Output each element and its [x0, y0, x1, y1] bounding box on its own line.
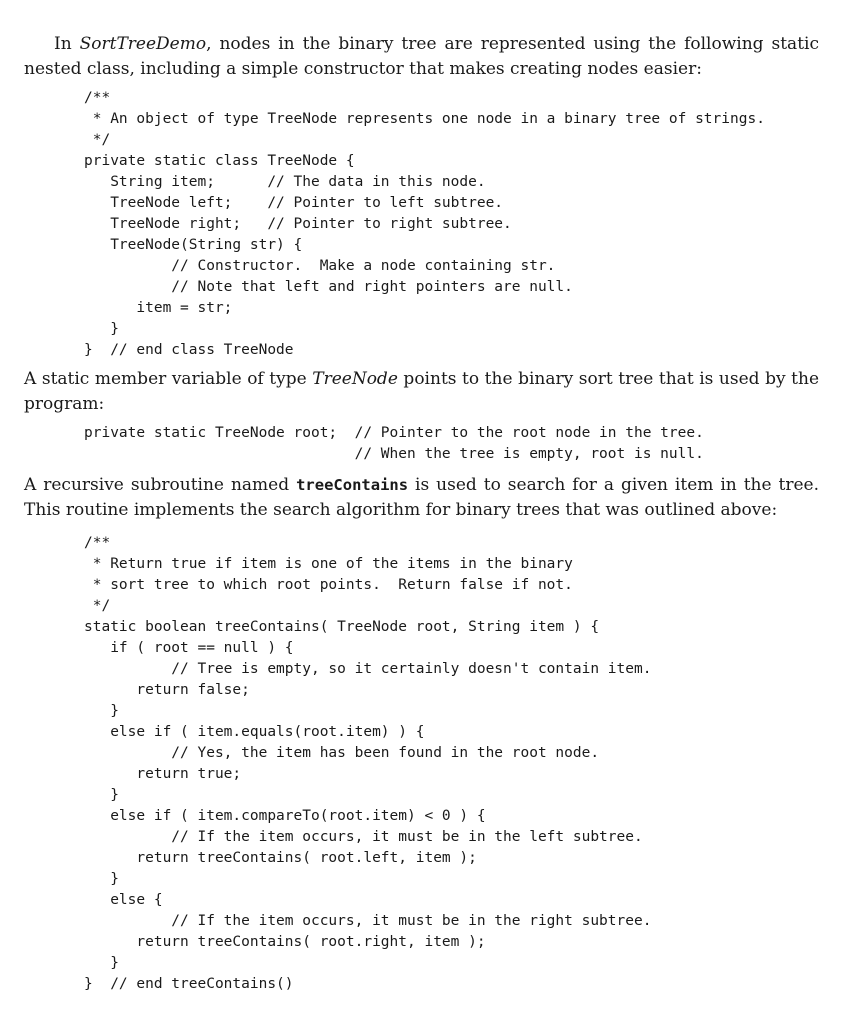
code-line: } — [84, 321, 119, 337]
code-line: * An object of type TreeNode represents one node in a binary tree of strings. — [84, 111, 765, 127]
code-line: if ( root == null ) { — [84, 640, 294, 656]
code-line: static boolean treeContains( TreeNode root, String item ) { — [84, 619, 600, 635]
code-line: /** — [84, 90, 111, 106]
tree-contains-paragraph — [24, 473, 819, 523]
code-line: TreeNode left; // Pointer to left subtree. — [84, 195, 504, 211]
code-line: */ — [84, 132, 111, 148]
document-page — [24, 32, 819, 995]
contains-para-text-end: is used to search for a given item in the tree. This routine implements the search algorithm for binary trees that was outlined above: — [24, 475, 819, 520]
intro-paragraph — [24, 32, 819, 82]
tree-contains-inline-code: treeContains — [296, 476, 409, 494]
code-line: // Constructor. Make a node containing str. — [84, 258, 556, 274]
code-line: TreeNode right; // Pointer to right subtree. — [84, 216, 512, 232]
intro-text-start: In — [54, 34, 80, 54]
root-para-text-end: points to the binary sort tree that is used by the program: — [24, 369, 820, 414]
code-line: } // end treeContains() — [84, 976, 294, 992]
code-line: else { — [84, 892, 163, 908]
code-line: // Yes, the item has been found in the root node. — [84, 745, 600, 761]
code-line: // When the tree is empty, root is null. — [84, 446, 704, 462]
code-line: } — [84, 787, 119, 803]
code-line: return treeContains( root.left, item ); — [84, 850, 477, 866]
root-para-text-start: A static member variable of type — [24, 369, 313, 389]
code-line: /** — [84, 535, 111, 551]
root-variable-code — [24, 423, 819, 465]
sort-tree-demo-emphasis: SortTreeDemo — [79, 34, 207, 54]
code-line: // Note that left and right pointers are null. — [84, 279, 573, 295]
code-line: else if ( item.compareTo(root.item) < 0 ) { — [84, 808, 486, 824]
code-line: } — [84, 955, 119, 971]
code-line: item = str; — [84, 300, 233, 316]
tree-node-emphasis: TreeNode — [312, 369, 398, 389]
code-line: * sort tree to which root points. Return false if not. — [84, 577, 573, 593]
contains-para-text-start: A recursive subroutine named — [24, 475, 297, 495]
tree-node-class-code — [24, 88, 819, 361]
code-line: String item; // The data in this node. — [84, 174, 486, 190]
intro-text-end: , nodes in the binary tree are represented using the following static nested class, including a simple constructor that makes creating nodes easier: — [24, 34, 819, 79]
code-line: // If the item occurs, it must be in the right subtree. — [84, 913, 652, 929]
code-line: */ — [84, 598, 111, 614]
code-line: return treeContains( root.right, item ); — [84, 934, 486, 950]
code-line: } // end class TreeNode — [84, 342, 294, 358]
code-line: return false; — [84, 682, 250, 698]
code-line: private static class TreeNode { — [84, 153, 355, 169]
code-line: } — [84, 871, 119, 887]
code-line: return true; — [84, 766, 242, 782]
code-line: // Tree is empty, so it certainly doesn't contain item. — [84, 661, 652, 677]
code-line: * Return true if item is one of the items in the binary — [84, 556, 573, 572]
code-line: private static TreeNode root; // Pointer to the root node in the tree. — [84, 425, 704, 441]
code-line: TreeNode(String str) { — [84, 237, 303, 253]
code-line: } — [84, 703, 119, 719]
root-variable-paragraph — [24, 367, 819, 417]
code-line: else if ( item.equals(root.item) ) { — [84, 724, 425, 740]
code-line: // If the item occurs, it must be in the left subtree. — [84, 829, 643, 845]
tree-contains-code — [24, 533, 819, 995]
